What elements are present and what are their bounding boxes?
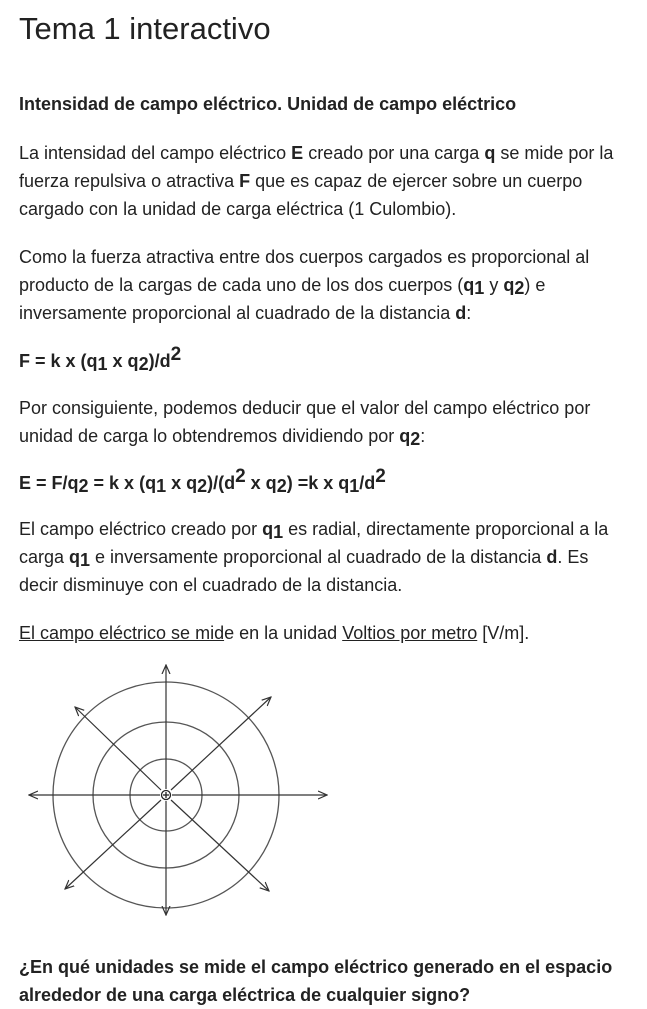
section-heading: Intensidad de campo eléctrico. Unidad de campo eléctrico (19, 94, 517, 114)
field-lines-svg (25, 663, 335, 931)
paragraph-units: El campo eléctrico se mide en la unidad Voltios por metro [V/m]. (19, 623, 530, 643)
formula-force: F = k x ($q_1$ x $q_2)/d^2$ (19, 344, 182, 374)
electric-field-diagram (25, 663, 335, 931)
link-campo-electrico[interactable]: El campo eléctrico se mid (19, 623, 225, 643)
field-arrow-down-right (171, 800, 269, 891)
paragraph-deduction: Por consiguiente, podemos deducir que el valor del campo eléctrico por unidad de carga lo obtendremos dividiendo por $q_2$: (19, 398, 591, 449)
paragraph-coulomb: Como la fuerza atractiva entre dos cuerpos cargados es proporcional al producto de la cargas de cada uno de los dos cuerpos ($q_1$ y $q_2$) e inversamente proporcional al cuadrado de la distancia d: (19, 247, 590, 323)
question-text: ¿En qué unidades se mide el campo eléctrico generado en el espacio alrededor de una carga eléctrica de cualquier signo? (19, 957, 613, 1005)
formula-field: $E = F/q_2 = k$ x ($q_1$ x $q_2)/(d^2$ x $q_2) =k$ x $q_1/d^2$ (19, 466, 386, 496)
positive-charge-icon (162, 791, 171, 800)
paragraph-radial: El campo eléctrico creado por $q_1$ es radial, directamente proporcional a la carga $q_1$ e inversamente proporcional al cuadrado de la distancia d. Es decir disminuye con el cuadrado de la distancia. (19, 519, 609, 595)
field-arrow-up-right (171, 697, 271, 790)
field-arrow-down-left (65, 800, 161, 889)
paragraph-definition: La intensidad del campo eléctrico E creado por una carga q se mide por la fuerza repulsiva o atractiva F que es capaz de ejercer sobre un cuerpo cargado con la unidad de carga eléctrica (1 Culombio). (19, 143, 614, 219)
link-voltios-por-metro[interactable]: Voltios por metro (342, 623, 478, 643)
field-arrow-up-left (75, 707, 161, 790)
page-title: Tema 1 interactivo (19, 11, 271, 46)
